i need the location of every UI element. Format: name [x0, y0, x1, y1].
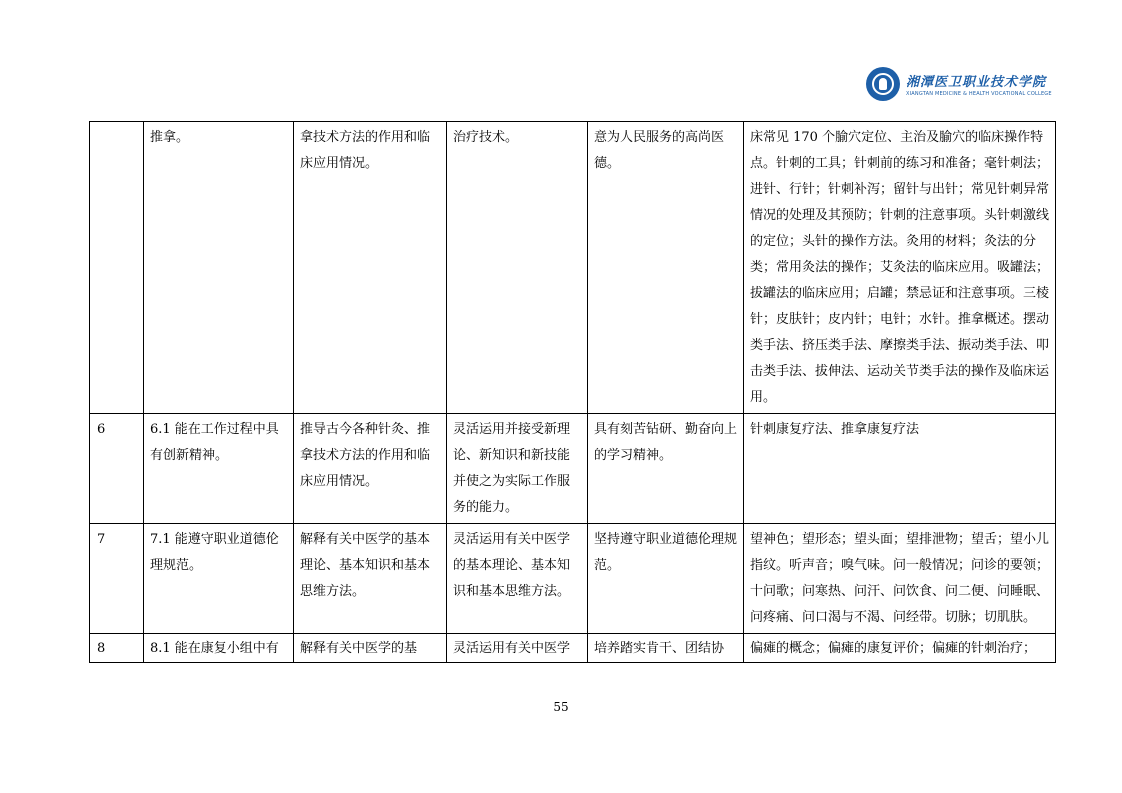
- content-cell: 床常见 170 个腧穴定位、主治及腧穴的临床操作特点。针刺的工具；针刺前的练习和准备；毫针刺法；进针、行针；针刺补泻；留针与出针；常见针刺异常情况的处理及其预防；针刺的注意事项。头针刺激线的定位；头针的操作方法。灸用的材料；灸法的分类；常用灸法的操作；艾灸法的临床应用。吸罐法；拔罐法的临床应用；启罐；禁忌证和注意事项。三棱针；皮肤针；皮内针；电针；水针。推拿概述。摆动类手法、挤压类手法、摩擦类手法、振动类手法、叩击类手法、拔伸法、运动关节类手法的操作及临床运用。: [744, 122, 1056, 414]
- table-row: [90, 634, 1056, 663]
- quality-cell: 具有刻苦钻研、勤奋向上的学习精神。: [588, 414, 744, 524]
- logo-english-name: XIANGTAN MEDICINE & HEALTH VOCATIONAL COLLEGE: [906, 91, 1052, 97]
- page-number: 55: [553, 700, 569, 714]
- college-logo: [866, 64, 1050, 104]
- row-number: 6: [90, 414, 144, 524]
- college-emblem-icon: [866, 67, 900, 101]
- curriculum-table: [89, 121, 1056, 663]
- knowledge-cell: 推导古今各种针灸、推拿技术方法的作用和临床应用情况。: [294, 414, 447, 524]
- row-number: 7: [90, 524, 144, 634]
- row-number: 8: [90, 634, 144, 663]
- content-cell: 望神色；望形态；望头面；望排泄物；望舌；望小儿指纹。听声音；嗅气味。问一般情况；问诊的要领；十问歌；问寒热、问汗、问饮食、问二便、问睡眠、问疼痛、问口渴与不渴、问经带。切脉；切肌肤。: [744, 524, 1056, 634]
- goal-cell: 8.1 能在康复小组中有: [144, 634, 294, 663]
- knowledge-cell: 解释有关中医学的基本理论、基本知识和基本思维方法。: [294, 524, 447, 634]
- knowledge-cell: 拿技术方法的作用和临床应用情况。: [294, 122, 447, 414]
- logo-text: [906, 71, 1052, 97]
- goal-cell: 推拿。: [144, 122, 294, 414]
- content-cell: 针刺康复疗法、推拿康复疗法: [744, 414, 1056, 524]
- row-number: [90, 122, 144, 414]
- goal-cell: 6.1 能在工作过程中具有创新精神。: [144, 414, 294, 524]
- quality-cell: 培养踏实肯干、团结协: [588, 634, 744, 663]
- skill-cell: 治疗技术。: [447, 122, 588, 414]
- knowledge-cell: 解释有关中医学的基: [294, 634, 447, 663]
- skill-cell: 灵活运用有关中医学的基本理论、基本知识和基本思维方法。: [447, 524, 588, 634]
- table-row: [90, 414, 1056, 524]
- table-row: [90, 122, 1056, 414]
- quality-cell: 坚持遵守职业道德伦理规范。: [588, 524, 744, 634]
- skill-cell: 灵活运用并接受新理论、新知识和新技能并使之为实际工作服务的能力。: [447, 414, 588, 524]
- logo-chinese-name: 湘潭医卫职业技术学院: [906, 75, 1047, 90]
- goal-cell: 7.1 能遵守职业道德伦理规范。: [144, 524, 294, 634]
- content-cell: 偏瘫的概念；偏瘫的康复评价；偏瘫的针刺治疗；: [744, 634, 1056, 663]
- skill-cell: 灵活运用有关中医学: [447, 634, 588, 663]
- table-row: [90, 524, 1056, 634]
- quality-cell: 意为人民服务的高尚医德。: [588, 122, 744, 414]
